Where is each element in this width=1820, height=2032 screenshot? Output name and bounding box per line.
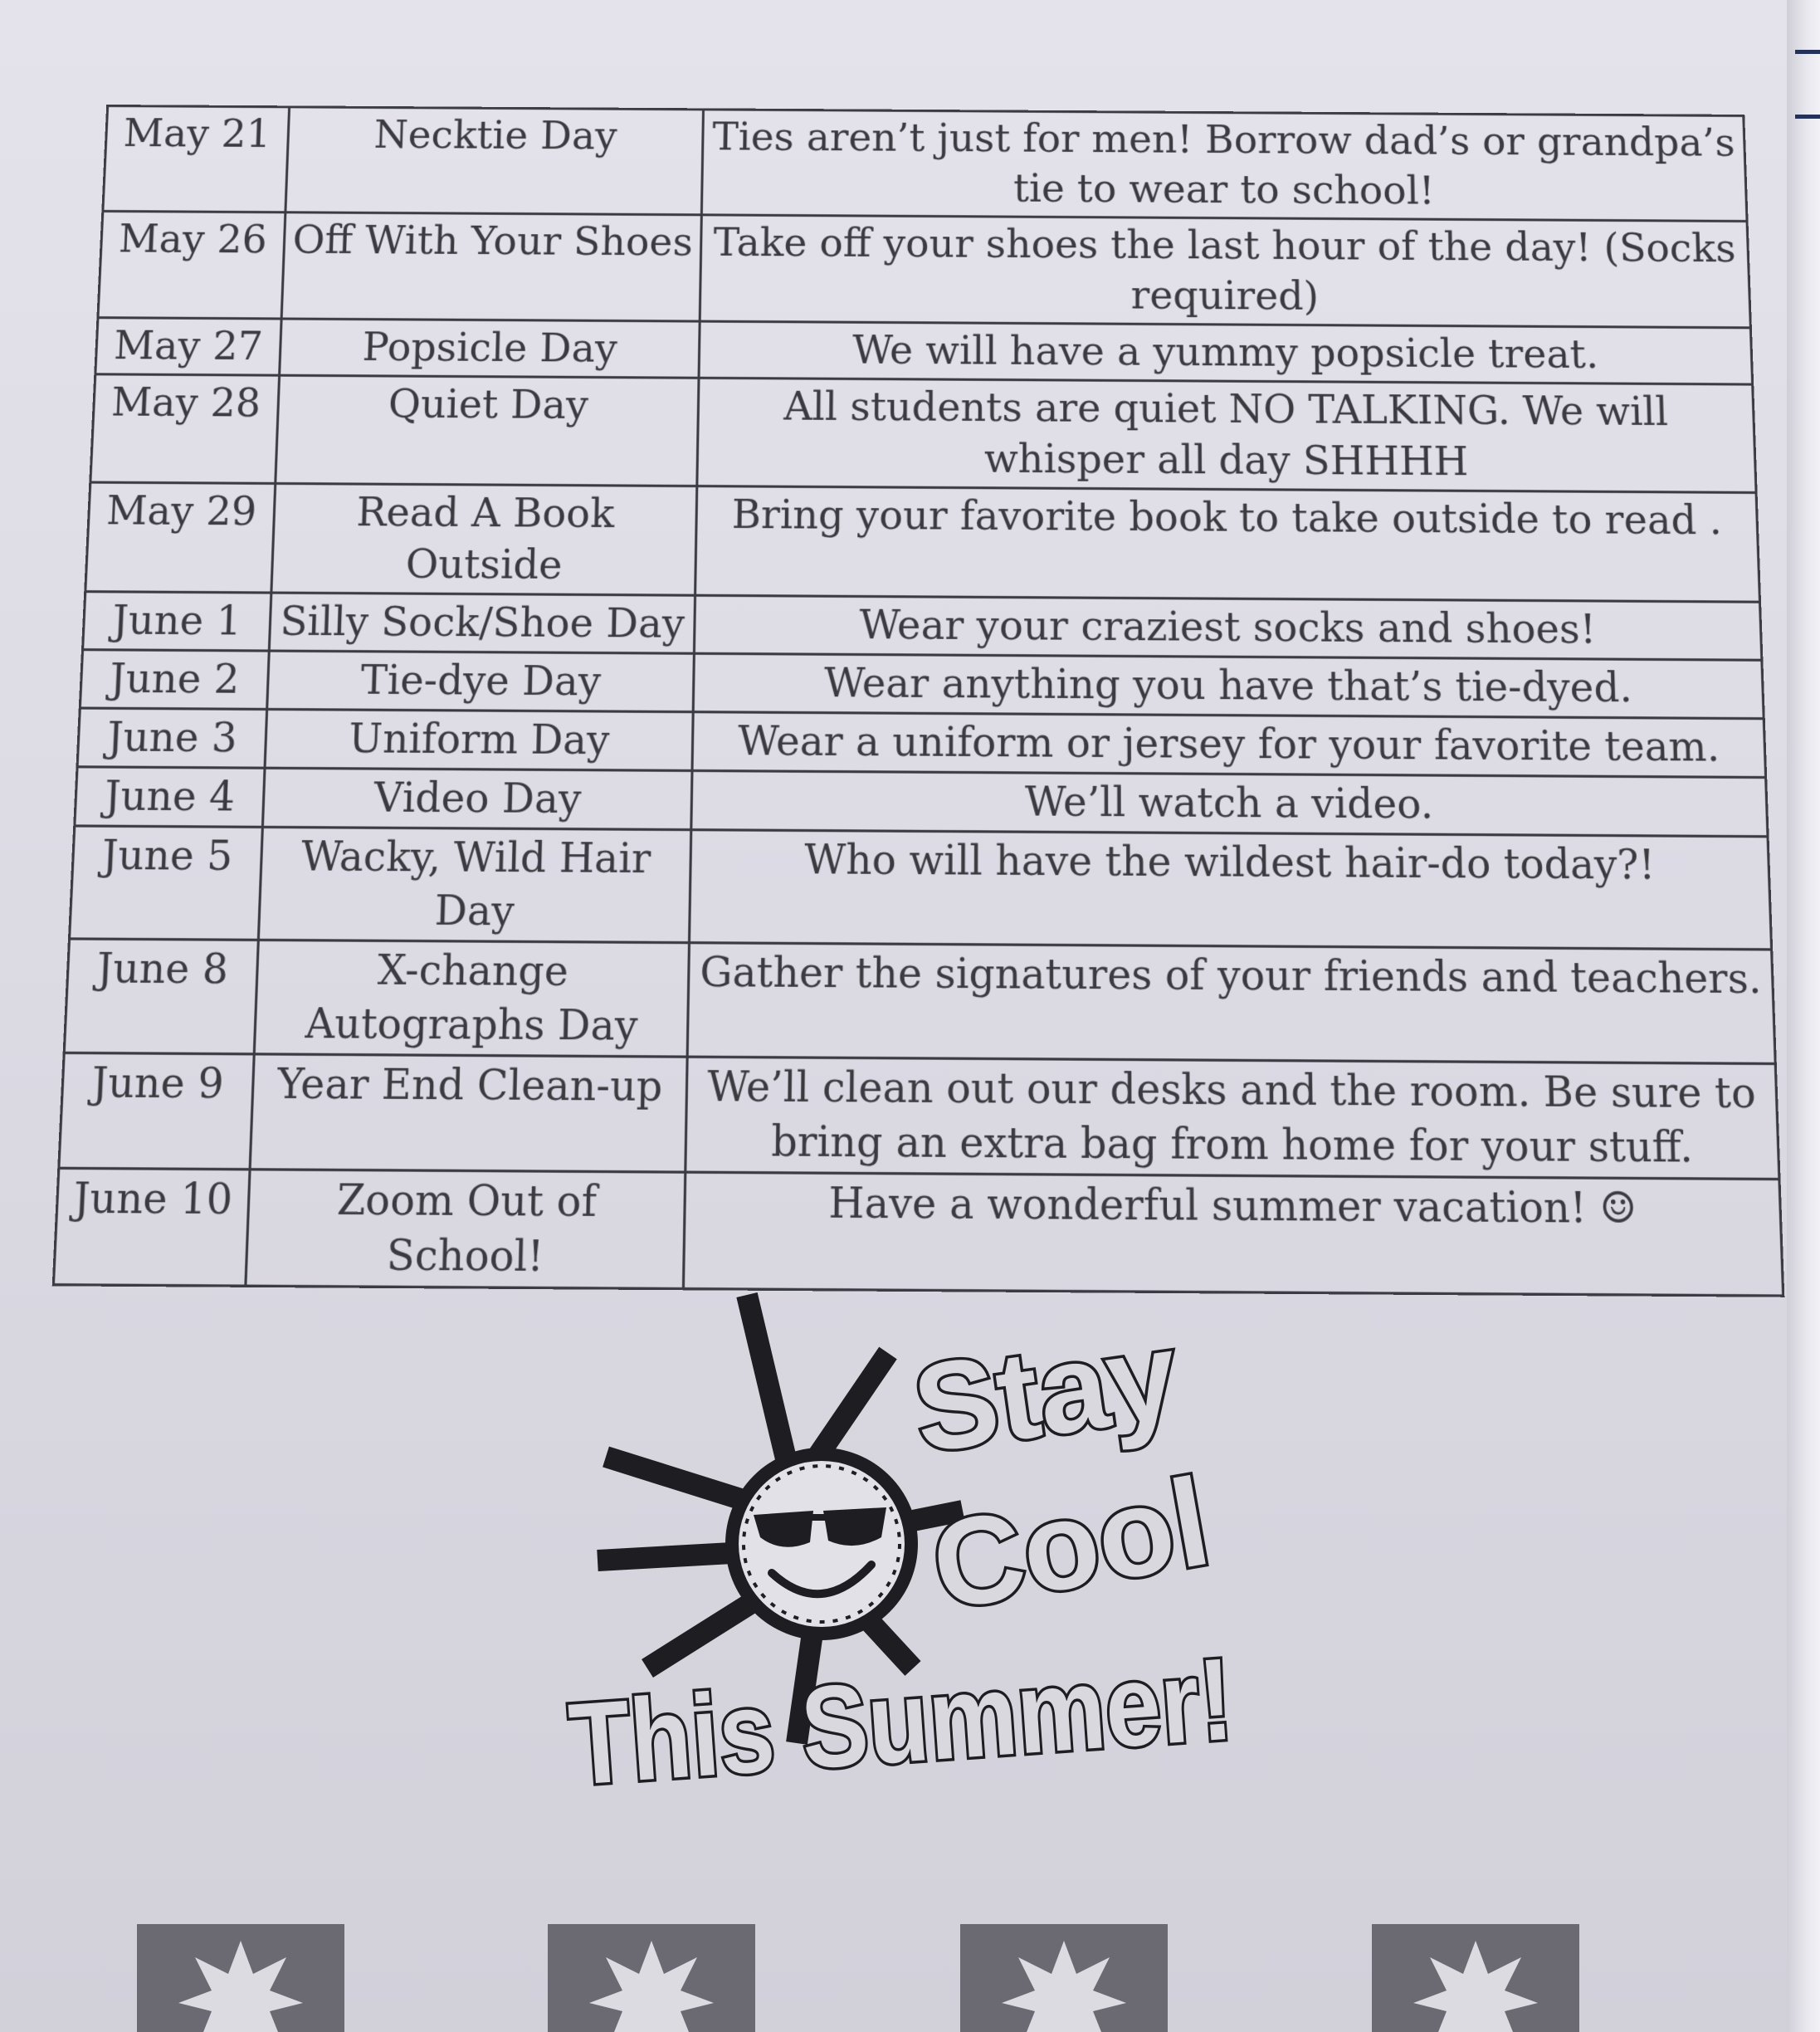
event-cell: Video Day xyxy=(262,768,692,829)
table-row xyxy=(103,106,1747,222)
stay-cool-clipart xyxy=(564,1278,1348,1826)
description-cell: We will have a yummy popsicle treat. xyxy=(699,321,1753,384)
date-cell: June 2 xyxy=(80,650,269,710)
sun-tile-icon xyxy=(137,1924,344,2032)
event-cell: Uniform Day xyxy=(265,709,693,770)
clipart-text-this-summer: This Summer! xyxy=(565,1625,1348,1810)
event-cell: Read A Book Outside xyxy=(271,483,697,595)
date-cell: May 21 xyxy=(103,106,290,212)
sun-tile-icon xyxy=(960,1924,1168,2032)
date-cell: June 9 xyxy=(59,1053,254,1169)
description-cell: We’ll watch a video. xyxy=(691,770,1768,836)
event-cell: Off With Your Shoes xyxy=(281,212,701,321)
table-row xyxy=(77,708,1766,778)
event-cell: Year End Clean-up xyxy=(250,1054,687,1172)
description-cell: Bring your favorite book to take outside to read . xyxy=(695,486,1760,603)
description-cell: Wear your craziest socks and shoes! xyxy=(694,595,1761,660)
clipart-text-cool: Cool xyxy=(922,1451,1219,1637)
date-cell: May 26 xyxy=(98,211,285,319)
table-row xyxy=(64,939,1775,1064)
description-cell: Take off your shoes the last hour of the day! (Socks required) xyxy=(700,215,1750,328)
edge-mark xyxy=(1795,50,1820,54)
date-cell: June 8 xyxy=(64,939,258,1054)
description-cell: We’ll clean out our desks and the room. Be sure to bring an extra bag from home for your stuff. xyxy=(686,1057,1779,1179)
event-cell: Necktie Day xyxy=(285,107,704,215)
date-cell: May 27 xyxy=(95,318,281,376)
event-cell: Popsicle Day xyxy=(280,319,700,378)
date-cell: June 10 xyxy=(53,1168,250,1286)
sun-tile-icon xyxy=(548,1924,755,2032)
table-row xyxy=(83,592,1762,661)
event-cell: Zoom Out of School! xyxy=(246,1170,686,1289)
table-row xyxy=(98,211,1750,327)
event-cell: Wacky, Wild Hair Day xyxy=(258,827,690,942)
description-cell: Gather the signatures of your friends and teachers. xyxy=(687,943,1775,1064)
edge-mark xyxy=(1795,115,1820,119)
description-cell: Have a wonderful summer vacation! ☺ xyxy=(683,1172,1783,1296)
description-cell: Wear anything you have that’s tie-dyed. xyxy=(693,653,1764,718)
date-cell: June 3 xyxy=(77,708,267,768)
date-cell: May 28 xyxy=(90,374,280,484)
schedule-table xyxy=(52,105,1785,1297)
description-cell: All students are quiet NO TALKING. We will whisper all day SHHHH xyxy=(697,378,1756,492)
table-row xyxy=(70,826,1772,950)
page-edge xyxy=(1787,0,1820,2032)
footer-sun-border xyxy=(0,1924,1820,2032)
table-row xyxy=(75,767,1768,837)
schedule-body xyxy=(53,106,1783,1297)
date-cell: June 5 xyxy=(70,826,263,940)
description-cell: Wear a uniform or jersey for your favorite team. xyxy=(692,712,1766,778)
event-cell: Tie-dye Day xyxy=(267,651,695,712)
sun-tile-icon xyxy=(1372,1924,1579,2032)
table-row xyxy=(59,1053,1779,1179)
date-cell: June 4 xyxy=(75,767,265,828)
table-row xyxy=(85,482,1760,602)
sun-face xyxy=(732,1454,911,1634)
event-cell: Quiet Day xyxy=(276,375,699,486)
event-cell: X-change Autographs Day xyxy=(254,940,689,1057)
description-cell: Who will have the wildest hair-do today?! xyxy=(689,830,1771,950)
date-cell: May 29 xyxy=(85,482,276,593)
date-cell: June 1 xyxy=(83,592,271,651)
table-row xyxy=(53,1168,1783,1296)
table-row xyxy=(80,650,1764,719)
clipart-text-stay: Stay xyxy=(905,1304,1186,1479)
description-cell: Ties aren’t just for men! Borrow dad’s or grandpa’s tie to wear to school! xyxy=(701,110,1747,222)
table-row xyxy=(90,374,1756,493)
event-cell: Silly Sock/Shoe Day xyxy=(269,593,695,653)
table-row xyxy=(95,318,1753,384)
